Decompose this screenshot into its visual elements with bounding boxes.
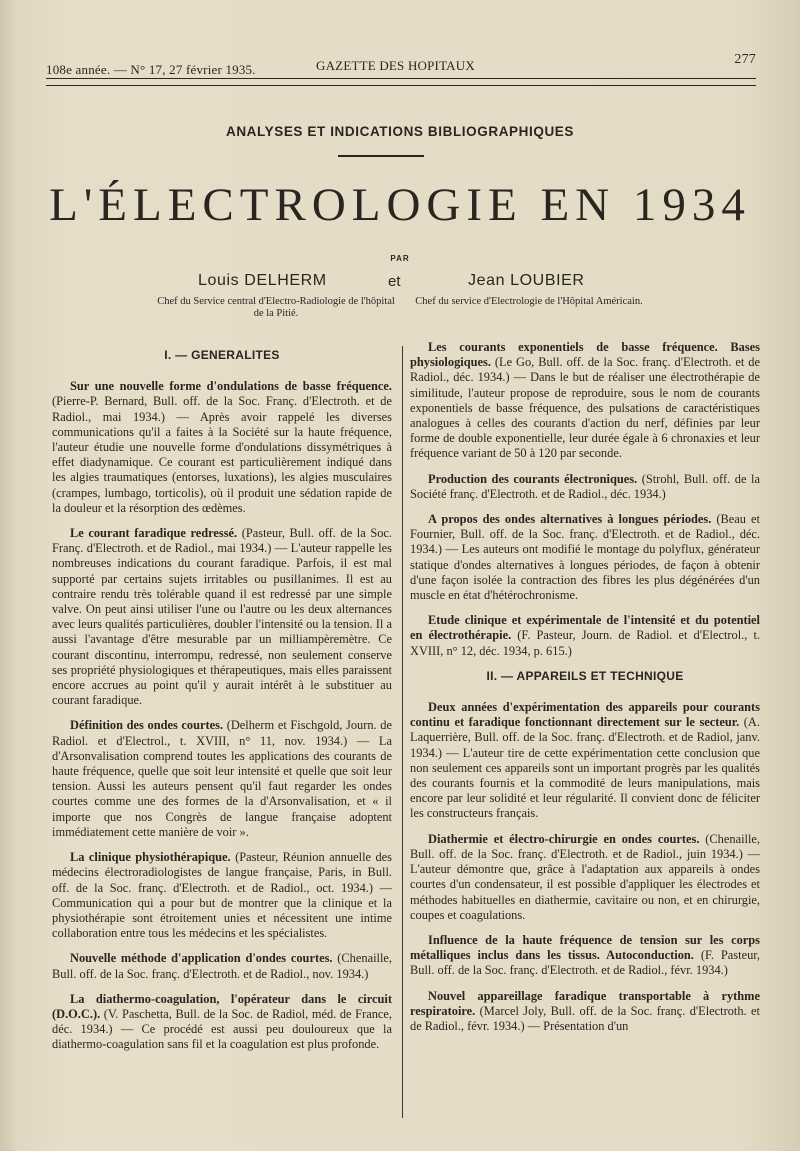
author-first: Louis DELHERM — [198, 272, 327, 289]
header-double-rule — [46, 78, 756, 86]
abstract-paragraph — [52, 992, 392, 1053]
abstract-paragraph — [52, 850, 392, 941]
abstract-text: (Chenaille, Bull. off. de la Soc. franç. d'Electroth. et de Radiol., juin 1934.) — L'auteur démontre que, grâce à l'adaptation aux appareils à ondes courtes d'un condensateur, il est possible d'appliquer les électrodes et méthodes habituelles en diathermie, cavitaire ou non, et en chirurgie, coupes et coagulations. — [410, 831, 760, 922]
abstract-paragraph — [52, 379, 392, 516]
abstract-text: (F. Pasteur, Journ. de Radiol. et d'Electrol., t. XVIII, n° 12, déc. 1934, p. 615.) — [410, 628, 760, 658]
abstract-paragraph — [52, 951, 392, 981]
abstract-text: (Pasteur, Réunion annuelle des médecins électroradiologistes de langue française, Paris, in Bull. off. de la Soc. franç. d'Electroth. et de Radiol., oct. 1934.) — Communication qui a pour but de montrer que la clinique et la physiothérapie sont étroitement unies et nécessitent une intime collaboration entre tous les médecins et les spécialistes. — [52, 850, 392, 941]
abstract-title: Etude clinique et expérimentale de l'intensité et du potentiel en électrothérapie. — [410, 613, 760, 643]
abstract-paragraph — [410, 933, 760, 979]
abstract-title: Deux années d'expérimentation des appareils pour courants continu et faradique fonctionnant directement sur le secteur. — [410, 700, 760, 730]
abstract-title: La clinique physiothérapique. — [70, 850, 231, 865]
abstract-text: (Strohl, Bull. off. de la Société franç. d'Electroth. et de Radiol., déc. 1934.) — [410, 471, 760, 501]
abstract-text: (Delherm et Fischgold, Journ. de Radiol. et d'Electrol., t. XVIII, n° 11, nov. 1934.) — La d'Arsonvalisation comprend toutes les applications des courants de haute fréquence, quelle que soit leur intensité et quelle que soit leur tension. Aussi les auteurs pensent qu'il faut regarder les ondes courtes comme une des formes de la d'Arsonvalisation, et « il importe que nos Congrès de langue française adoptent immédiatement cette manière de voir ». — [52, 718, 392, 839]
article-title: L'ÉLECTROLOGIE EN 1934 — [49, 179, 751, 231]
abstract-title: Les courants exponentiels de basse fréquence. Bases physiologiques. — [410, 340, 760, 370]
abstract-text: (Le Go, Bull. off. de la Soc. franç. d'Electroth. et de Radiol., déc. 1934.) — Dans le but de réaliser une électrothérapie de similitude, l'auteur propose de reproduire, sous le nom de courants exponentiels de basse fréquence, des pulsations de caractéristiques analogues à celles des courants d'action du nerf, définies par leur forme de double exponentielle, leur durée égale à 6 chronaxies et leur fréquence variant de 50 à 120 par seconde. — [410, 355, 760, 461]
page-number: 277 — [734, 52, 756, 67]
issue-info: 108e année. — N° 17, 27 février 1935. — [46, 62, 256, 77]
abstract-paragraph — [410, 613, 760, 659]
abstract-paragraph — [410, 340, 760, 462]
abstract-paragraph — [410, 832, 760, 923]
abstract-title: Diathermie et électro-chirurgie en ondes courtes. — [428, 831, 700, 846]
abstract-text: (Pasteur, Bull. off. de la Soc. Franç. d'Electroth. et de Radiol., mai 1934.) — L'auteur rappelle les nombreuses indications du courant faradique. Parfois, il est mal supporté par certains sujets irritables ou pusillanimes. Il est au contraire rendu très tolérable quand il est redressé par une simple valve. On peut ainsi utiliser l'une ou l'autre ou les deux alternances avec leurs qualités particulières, doubler l'intensité ou la tension. Il a aussi l'avantage d'être mesurable par un milliampèremètre. Ce courant discontinu, interrompu, redressé, non seulement conserve ses propriété physiologiques et thérapeutiques, mais elles paraissent encore accrues au point qu'il y aurait intérêt à le substituer au courant faradique. — [52, 526, 392, 708]
abstract-text: (Beau et Fournier, Bull. off. de la Soc. franç. d'Electroth. et de Radiol., déc. 1934.) — Les auteurs ont modifié le montage du polyflux, générateur statique d'ondes alternatives à longues périodes, de façon à obtenir d'une façon isolée la contraction des fibres les plus dégénérées d'un muscle en état d'hétérochronisme. — [410, 512, 760, 603]
abstract-text: (Marcel Joly, Bull. off. de la Soc. franç. d'Electroth. et de Radiol., févr. 1934.) — Présentation d'un — [410, 1003, 760, 1033]
abstract-title: Le courant faradique redressé. — [70, 526, 238, 541]
section-kicker: ANALYSES ET INDICATIONS BIBLIOGRAPHIQUES — [225, 124, 575, 139]
abstract-title: Nouvel appareillage faradique transportable à rythme respiratoire. — [410, 988, 760, 1018]
abstract-title: Influence de la haute fréquence de tension sur les corps métalliques inclus dans les tissus. Autoconduction. — [410, 932, 760, 963]
abstract-text: (A. Laquerrière, Bull. off. de la Soc. franç. d'Electroth. et de Radiol, janv. 1934.) — L'auteur tire de cette expérimentation cette conclusion que non seulement ces appareils sont un important progrès par les qualités des courants fournis et la commodité de leurs manipulations, mais encore par leur solidité et leur régularité. Il convient donc de féliciter les constructeurs français. — [410, 715, 760, 821]
abstract-title: A propos des ondes alternatives à longues périodes. — [428, 512, 712, 527]
title-ornament-rule — [338, 155, 424, 160]
abstract-paragraph — [410, 700, 760, 822]
abstract-title: Nouvelle méthode d'application d'ondes courtes. — [70, 951, 333, 966]
abstract-text: (Pierre-P. Bernard, Bull. off. de la Soc. Franç. d'Electroth. et de Radiol., mai 1934.) — Après avoir rappelé les diverses communications qu'il a faites à la Société sur la haute fréquence, l'auteur étudie une nouvelle forme d'ondulations dissymétriques à effet diadynamique. Ce courant est particulièrement indiqué dans les algies traumatiques (entorses, luxations), les algies musculaires (crampes, lumbago, torticolis), où il produit une sédation rapide de la douleur et la résorption des œdèmes. — [52, 394, 392, 515]
author-second-affiliation: Chef du service d'Electrologie de l'Hôpital Américain. — [415, 296, 643, 307]
abstract-text: (F. Pasteur, Bull. off. de la Soc. franç. d'Electroth. et de Radiol., févr. 1934.) — [410, 948, 760, 978]
abstract-paragraph — [410, 472, 760, 502]
abstract-paragraph — [52, 718, 392, 840]
abstract-paragraph — [52, 526, 392, 708]
by-line: PAR — [390, 254, 410, 263]
author-first-affiliation: Chef du Service central d'Electro-Radiologie de l'hôpital de la Pitié. — [157, 296, 395, 319]
abstract-title: La diathermo-coagulation, l'opérateur dans le circuit (D.O.C.). — [52, 991, 392, 1021]
column-divider — [402, 346, 403, 1118]
right-column — [410, 340, 760, 1044]
author-second: Jean LOUBIER — [468, 272, 585, 289]
section-heading-generalites: I. — GENERALITES — [164, 348, 280, 362]
section-heading-appareils: II. — APPAREILS ET TECHNIQUE — [486, 668, 684, 683]
abstract-text: (V. Paschetta, Bull. de la Soc. de Radiol, méd. de France, déc. 1934.) — Ce procédé est aussi peu douloureux que la diathermo-coagulation sans fil et la coagulation est plus profonde. — [52, 1006, 392, 1052]
left-column — [52, 340, 392, 1063]
abstract-title: Définition des ondes courtes. — [70, 718, 224, 733]
abstract-title: Sur une nouvelle forme d'ondulations de basse fréquence. — [70, 379, 392, 394]
abstract-text: (Chenaille, Bull. off. de la Soc. franç. d'Electroth. et de Radiol., nov. 1934.) — [52, 951, 392, 981]
abstract-title: Production des courants électroniques. — [428, 471, 638, 486]
abstract-paragraph — [410, 989, 760, 1035]
abstract-paragraph — [410, 512, 760, 603]
journal-name: GAZETTE DES HOPITAUX — [316, 58, 475, 73]
author-connector: et — [388, 273, 401, 290]
